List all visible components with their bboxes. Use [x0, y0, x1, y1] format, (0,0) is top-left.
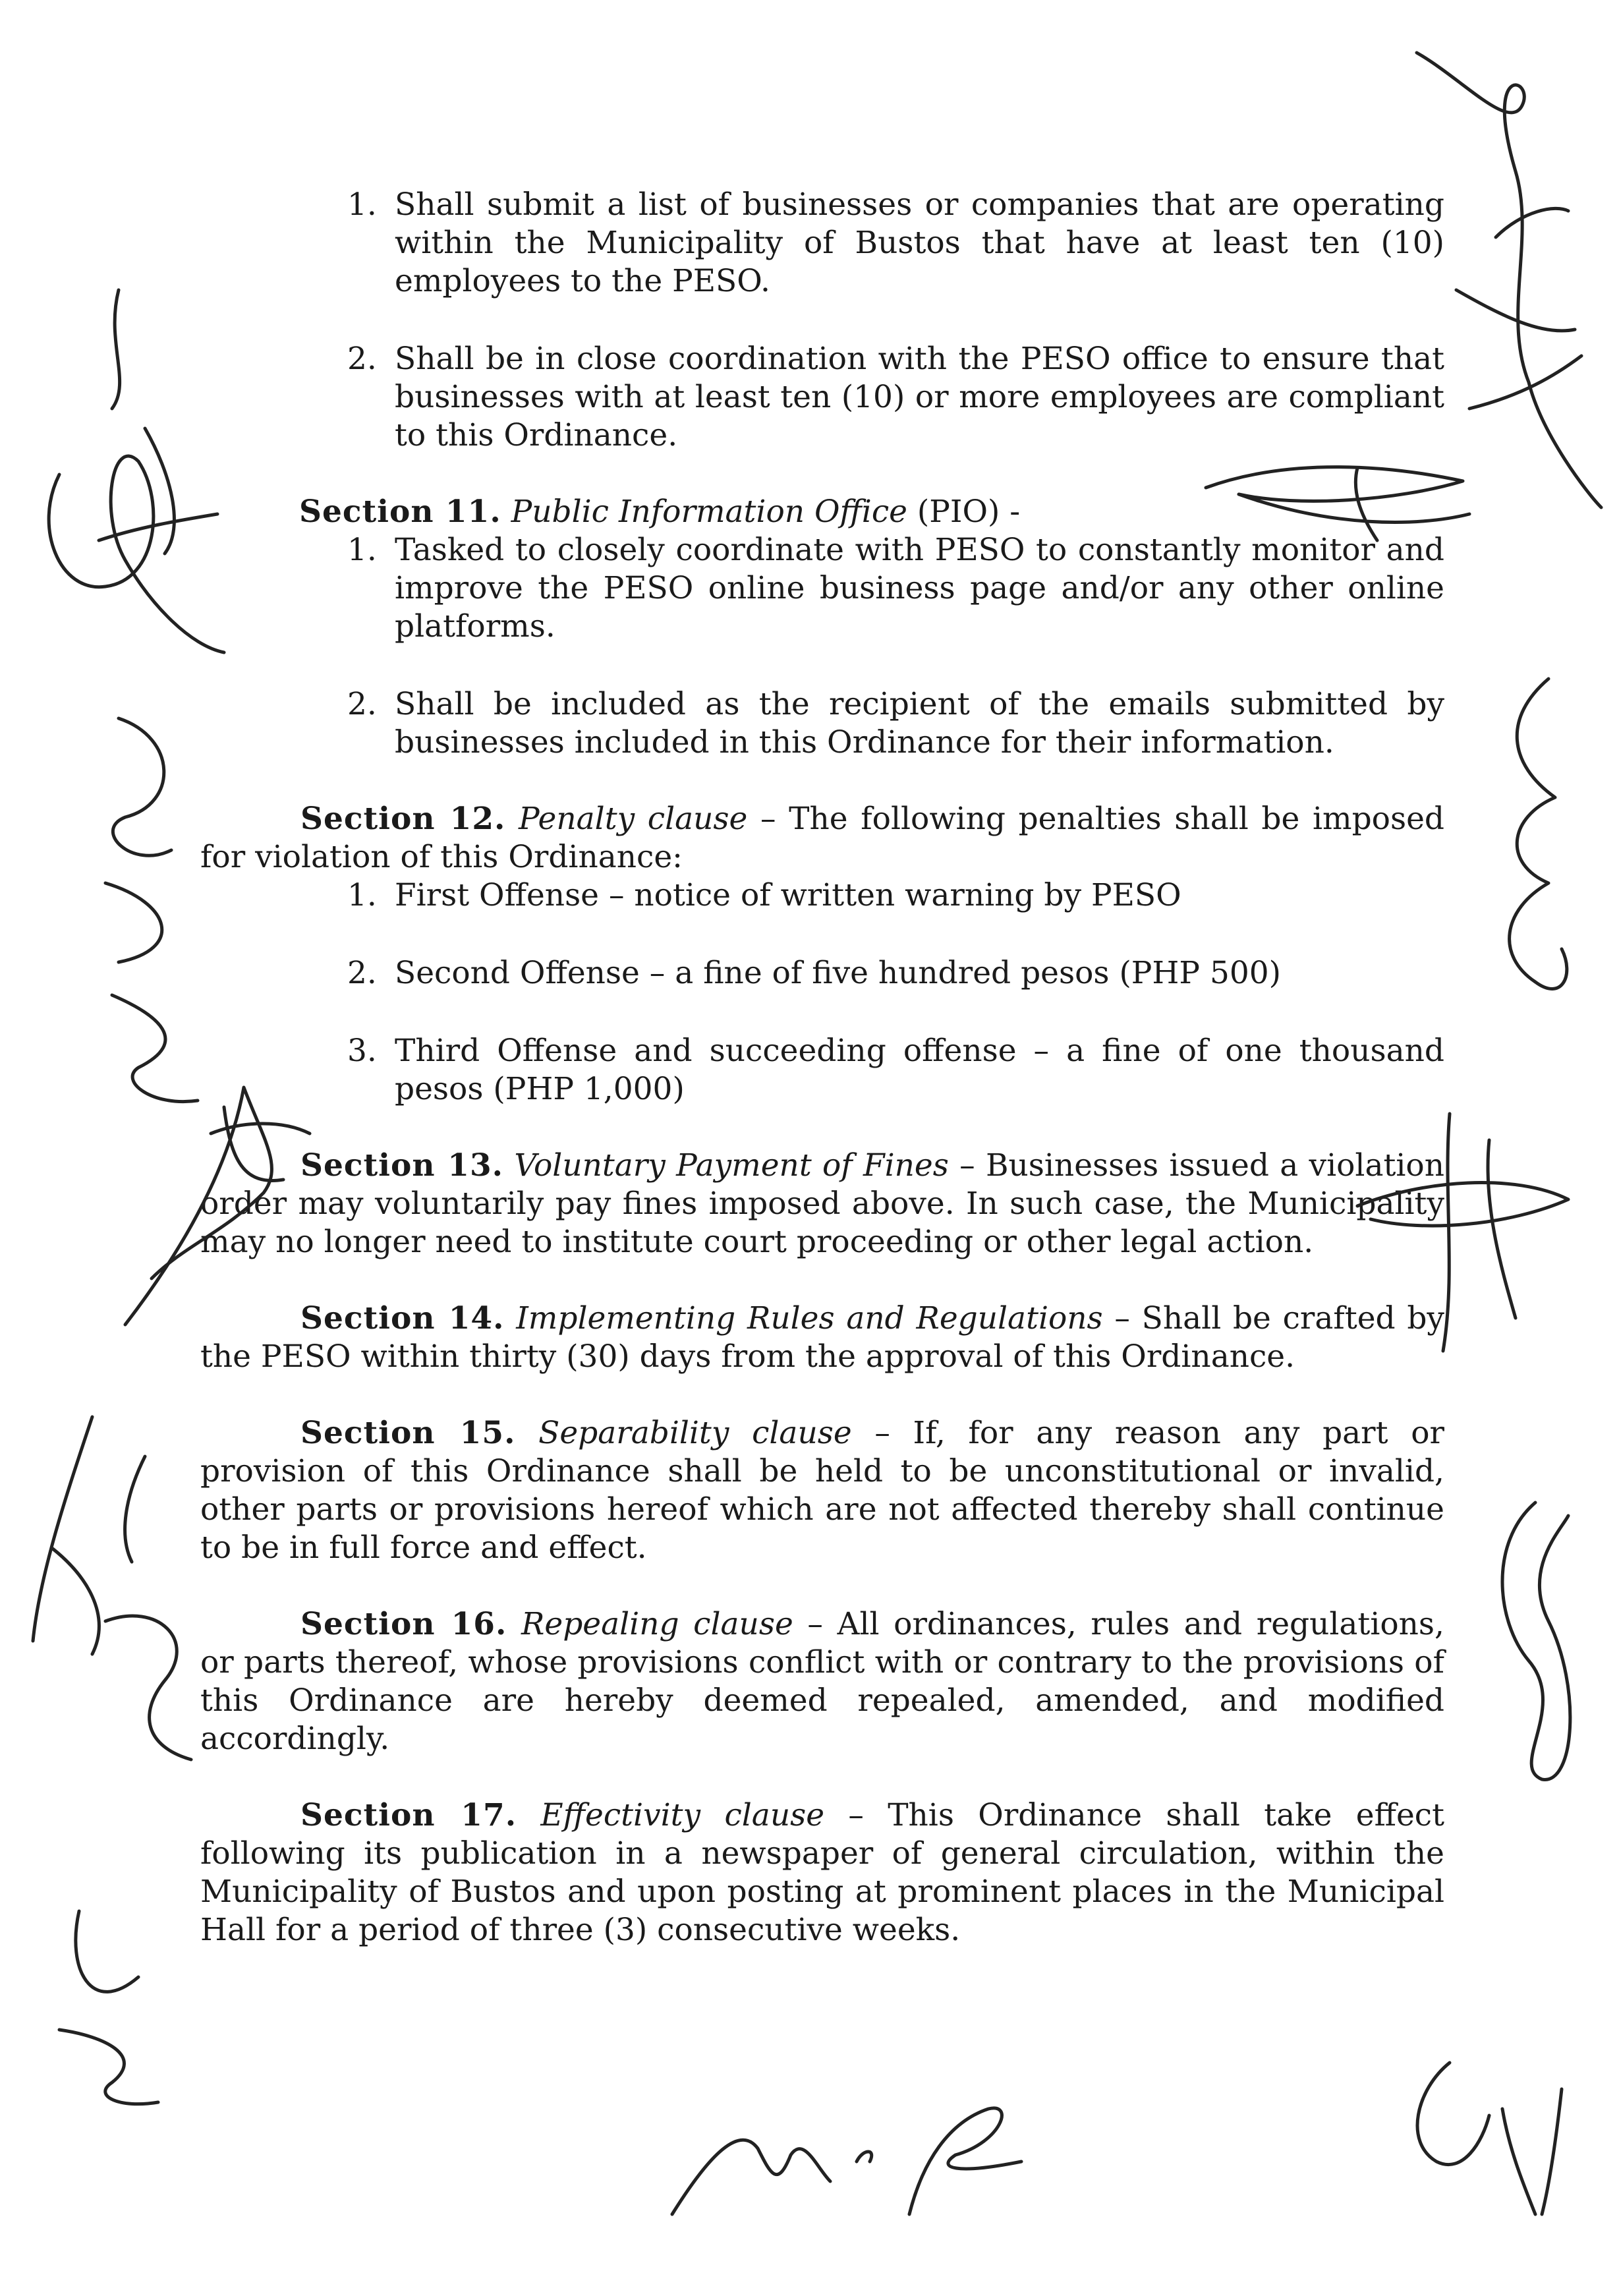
list-item: [347, 1032, 1444, 1108]
signature: [1404, 40, 1619, 514]
signature: [1469, 1489, 1588, 1786]
signature: [79, 699, 231, 1120]
section-12: [200, 800, 1444, 876]
item-text: Shall be in close coordination with the PESO office to ensure that businesses with at least ten (10) or more employees are compliant to this Ordinance.: [395, 341, 1444, 453]
section-label: Section 12.: [300, 801, 506, 837]
item-number: 2.: [347, 341, 377, 377]
item-text: Third Offense and succeeding offense – a fine of one thousand pesos (PHP 1,000): [395, 1033, 1444, 1107]
item-number: 1.: [347, 877, 377, 913]
signature: [40, 1898, 191, 2115]
section-body: – The following penalties shall be imposed for violation of this Ordinance:: [200, 801, 1444, 875]
item-text: Tasked to closely coordinate with PESO to constantly monitor and improve the PESO online business page and/or any other online platforms.: [395, 532, 1444, 645]
list-item: [347, 340, 1444, 455]
signature: [20, 277, 237, 659]
list-item: [347, 876, 1444, 915]
list-item: [347, 531, 1444, 646]
section-17: [200, 1796, 1444, 1949]
signature: [1390, 2050, 1588, 2221]
signature: [1344, 1101, 1581, 1364]
section-body: – If, for any reason any part or provision of this Ordinance shall be held to be unconstitutional or invalid, other parts or provisions hereof which are not affected thereby shall continue to be in full force and effect.: [200, 1415, 1444, 1566]
section-label: Section 14.: [300, 1300, 505, 1336]
item-text: Second Offense – a fine of five hundred pesos (PHP 500): [395, 955, 1282, 991]
item-text: Shall be included as the recipient of the emails submitted by businesses included in this Ordinance for their information.: [395, 686, 1444, 761]
list-item: [347, 186, 1444, 301]
section-label: Section 13.: [300, 1147, 504, 1184]
section-body: – This Ordinance shall take effect following its publication in a newspaper of general circulation, within the Municipality of Bustos and upon posting at prominent places in the Municipal Hall for a period of three (3) consecutive weeks.: [200, 1797, 1444, 1948]
section-body: – All ordinances, rules and regulations, or parts thereof, whose provisions conflict with or contrary to the provisions of this Ordinance are hereby deemed repealed, amended, and modified accordingly.: [200, 1606, 1444, 1757]
item-number: 3.: [347, 1033, 377, 1069]
section-tail: (PIO) -: [917, 494, 1021, 530]
item-number: 2.: [347, 686, 377, 722]
section-title: Repealing clause: [521, 1606, 793, 1642]
section-body: – Businesses issued a violation order may voluntarily pay fines imposed above. In such case, the Municipality may no longer need to institute court proceeding or other legal action.: [200, 1147, 1444, 1260]
section-body: – Shall be crafted by the PESO within thirty (30) days from the approval of this Ordinance.: [200, 1300, 1444, 1375]
section-title: Voluntary Payment of Fines: [514, 1147, 949, 1184]
item-number: 1.: [347, 187, 377, 223]
item-number: 2.: [347, 955, 377, 991]
section-13: [200, 1147, 1444, 1261]
signature: [659, 2082, 1028, 2227]
item-number: 1.: [347, 532, 377, 568]
section-16: [200, 1605, 1444, 1758]
item-text: First Offense – notice of written warning by PESO: [395, 877, 1181, 913]
section-title: Implementing Rules and Regulations: [516, 1300, 1103, 1336]
section-15: [200, 1414, 1444, 1567]
section-title: Effectivity clause: [540, 1797, 825, 1833]
signature: [13, 1404, 211, 1773]
list-item: [347, 954, 1444, 992]
section-title: Public Information Office: [511, 494, 907, 530]
section-title: Penalty clause: [519, 801, 748, 837]
list-item: [347, 685, 1444, 762]
item-text: Shall submit a list of businesses or companies that are operating within the Municipality of Bustos that have at least ten (10) employees to the PESO.: [395, 187, 1444, 299]
signature: [1199, 448, 1476, 547]
signature: [112, 1081, 316, 1331]
section-14: [200, 1300, 1444, 1376]
section-label: Section 11.: [299, 494, 501, 530]
section-label: Section 17.: [300, 1797, 517, 1833]
section-title: Separability clause: [538, 1415, 852, 1451]
section-label: Section 15.: [300, 1415, 516, 1451]
section-label: Section 16.: [300, 1606, 507, 1642]
signature: [1450, 666, 1581, 1008]
